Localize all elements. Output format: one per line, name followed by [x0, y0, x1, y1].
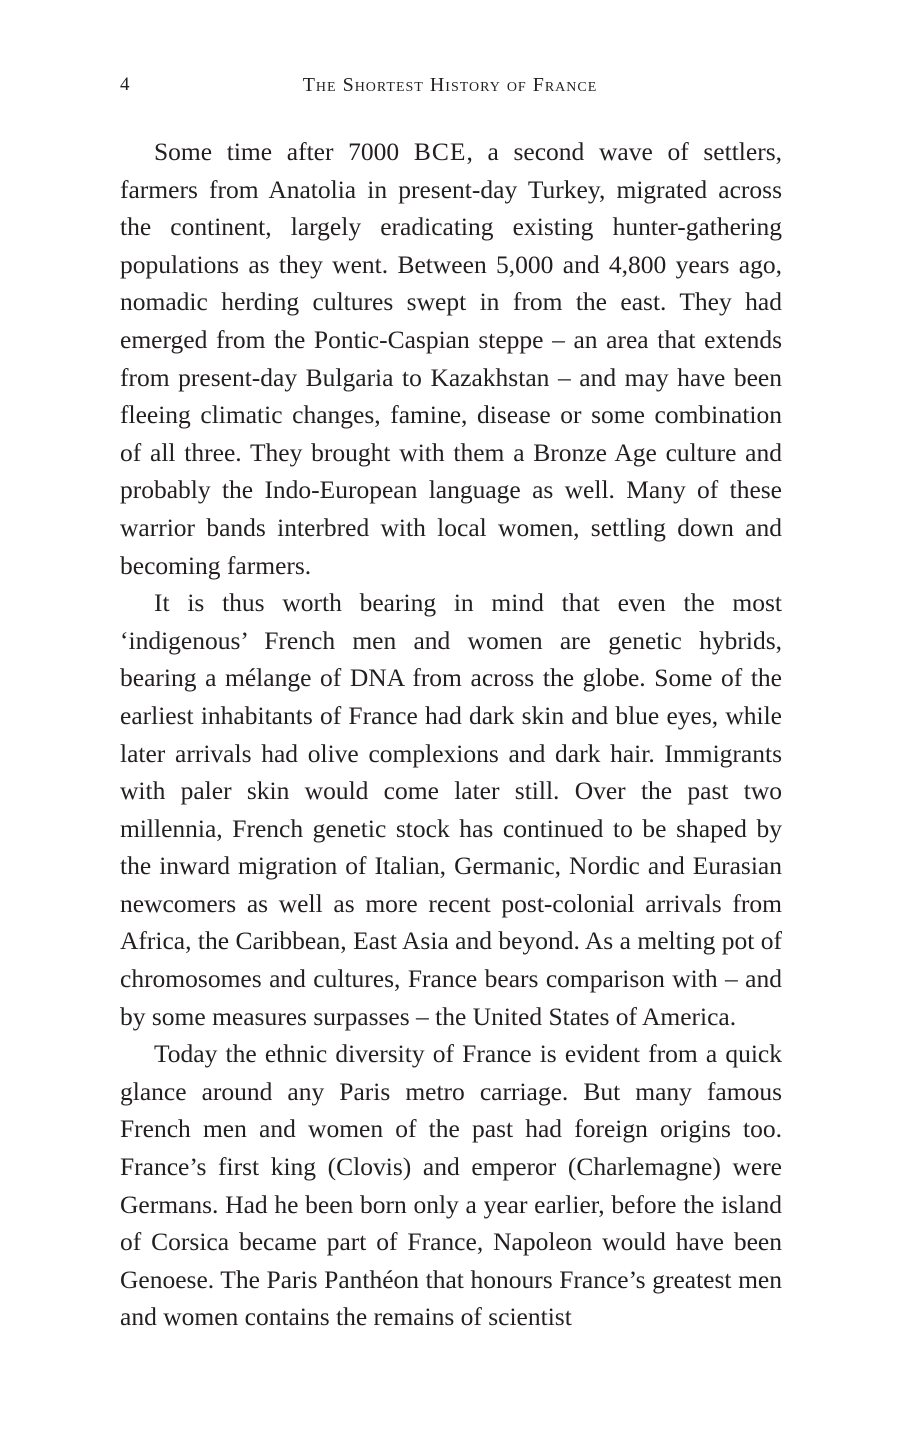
page-number: 4	[120, 74, 130, 95]
running-head	[120, 70, 780, 106]
paragraph-2: It is thus worth bearing in mind that even the most ‘indigenous’ French men and women are genetic hybrids, bearing a mélange of DNA from across the globe. Some of the earliest inhabitants of France had dark skin and blue eyes, while later arrivals had olive complexions and dark hair. Immigrants with paler skin would come later still. Over the past two millennia, French genetic stock has continued to be shaped by the inward migration of Italian, Germanic, Nordic and Eurasian newcomers as well as more recent post-colonial arrivals from Africa, the Caribbean, East Asia and beyond. As a melting pot of chromosomes and cultures, France bears comparison with – and by some measures surpasses – the United States of America.	[120, 588, 782, 1031]
body-text	[120, 133, 782, 1336]
era-abbreviation: BCE	[413, 137, 467, 166]
paragraph-1-text-a: Some time after 7000	[154, 137, 414, 166]
book-title: The Shortest History of France	[302, 74, 598, 96]
paragraph-1	[120, 133, 782, 584]
paragraph-3: Today the ethnic diversity of France is evident from a quick glance around any Paris metro carriage. But many famous French men and women of the past had foreign origins too. France’s first king (Clovis) and emperor (Charlemagne) were Germans. Had he been born only a year earlier, before the island of Corsica became part of France, Napoleon would have been Genoese. The Paris Panthéon that honours France’s greatest men and women contains the remains of scientist	[120, 1039, 782, 1332]
paragraph-1-text-b: , a second wave of settlers, farmers from Anatolia in present-day Turkey, migrated across the continent, largely eradicating existing hunter-gathering populations as they went. Between 5,000 and 4,800 years ago, nomadic herding cultures swept in from the east. They had emerged from the Pontic-Caspian steppe – an area that extends from present-day Bulgaria to Kazakhstan – and may have been fleeing climatic changes, famine, disease or some combination of all three. They brought with them a Bronze Age culture and probably the Indo-European language as well. Many of these warrior bands interbred with local women, settling down and becoming farmers.	[120, 137, 782, 580]
